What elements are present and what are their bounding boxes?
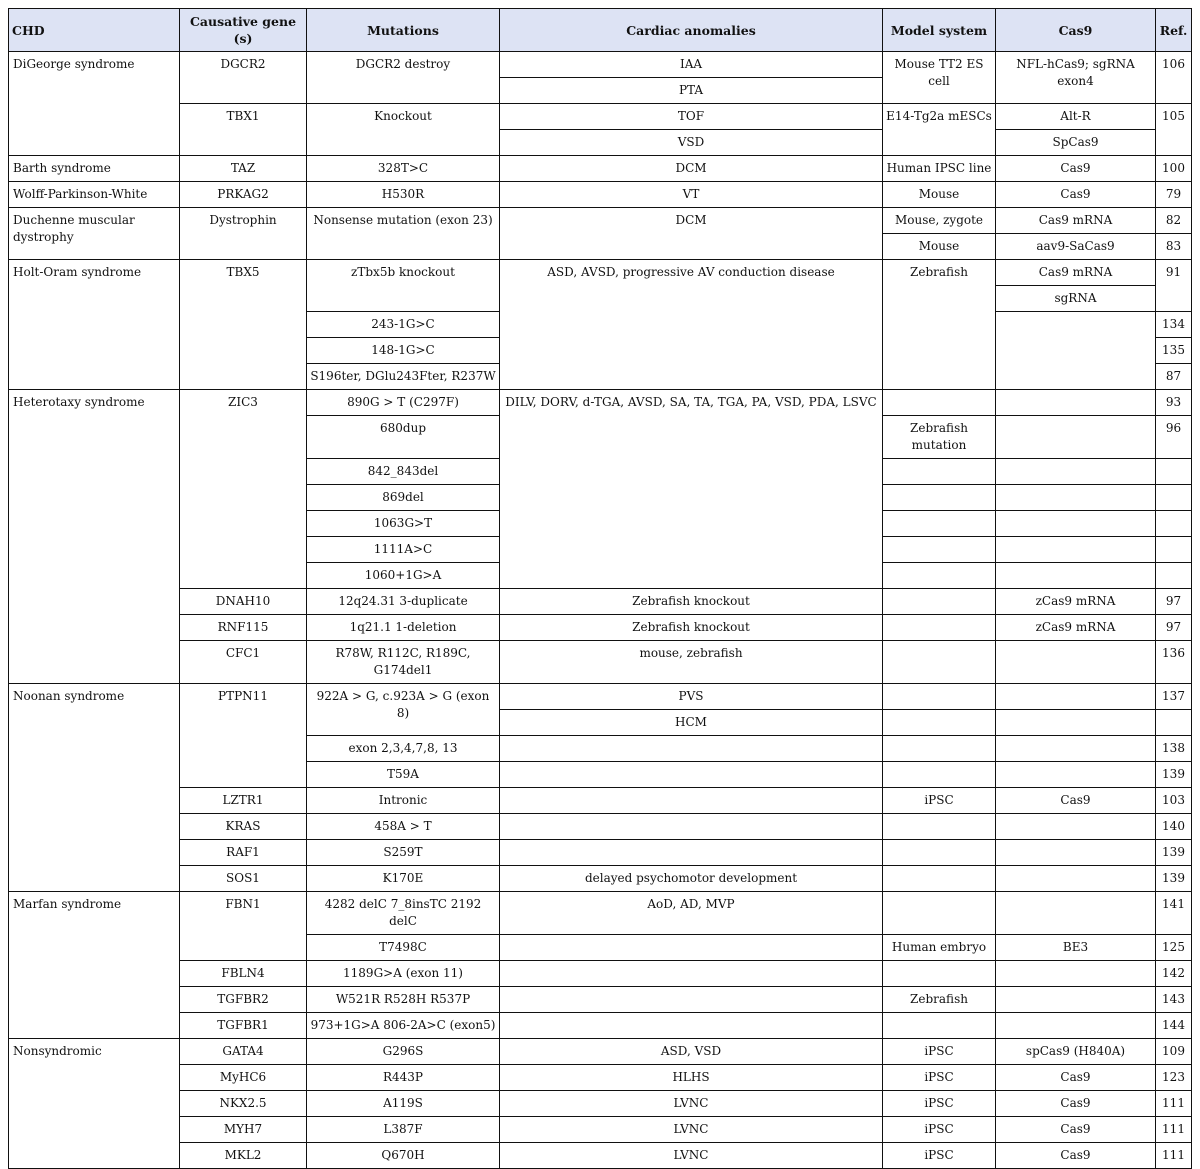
cas9-cell [996,840,1156,866]
mutation-cell: 680dup [307,416,500,459]
gene-cell: PTPN11 [180,684,307,788]
chd-cell: Wolff-Parkinson-White [9,182,180,208]
gene-cell: MyHC6 [180,1065,307,1091]
gene-cell: ZIC3 [180,390,307,589]
chd-cell: Holt-Oram syndrome [9,260,180,390]
anomaly-cell [500,987,883,1013]
table-row [9,182,1192,208]
gene-cell: KRAS [180,814,307,840]
gene-cell: DGCR2 [180,52,307,104]
mutation-cell: 922A > G, c.923A > G (exon 8) [307,684,500,736]
table-row [9,1143,1192,1169]
cas9-cell [996,1013,1156,1039]
ref-cell: 111 [1156,1143,1192,1169]
ref-cell: 142 [1156,961,1192,987]
header-causative-gene: Causative gene (s) [180,9,307,52]
chd-cell: Marfan syndrome [9,892,180,1039]
anomaly-cell: HCM [500,710,883,736]
cas9-cell: zCas9 mRNA [996,615,1156,641]
gene-cell: TGFBR2 [180,987,307,1013]
gene-cell: LZTR1 [180,788,307,814]
table-row [9,589,1192,615]
anomaly-cell: DCM [500,208,883,260]
ref-cell: 144 [1156,1013,1192,1039]
mutation-cell: 1111A>C [307,537,500,563]
model-cell: Human IPSC line [883,156,996,182]
model-cell [883,563,996,589]
model-cell [883,814,996,840]
cas9-cell: Cas9 [996,1091,1156,1117]
model-cell [883,485,996,511]
anomaly-cell: Zebrafish knockout [500,589,883,615]
mutation-cell: 243-1G>C [307,312,500,338]
gene-cell: TAZ [180,156,307,182]
table-row [9,684,1192,710]
ref-cell: 123 [1156,1065,1192,1091]
anomaly-cell: VSD [500,130,883,156]
model-cell [883,615,996,641]
model-cell: Mouse [883,182,996,208]
cas9-cell: BE3 [996,935,1156,961]
table-row [9,260,1192,286]
anomaly-cell [500,961,883,987]
anomaly-cell: LVNC [500,1091,883,1117]
cas9-cell [996,814,1156,840]
gene-cell: GATA4 [180,1039,307,1065]
mutation-cell: 973+1G>A 806-2A>C (exon5) [307,1013,500,1039]
mutation-cell: 148-1G>C [307,338,500,364]
ref-cell: 111 [1156,1117,1192,1143]
mutation-cell: 458A > T [307,814,500,840]
mutation-cell: zTbx5b knockout [307,260,500,312]
ref-cell [1156,563,1192,589]
gene-cell: MYH7 [180,1117,307,1143]
cas9-cell [996,312,1156,390]
cas9-cell [996,736,1156,762]
ref-cell: 79 [1156,182,1192,208]
gene-cell: DNAH10 [180,589,307,615]
model-cell: Mouse [883,234,996,260]
model-cell: Zebrafish [883,260,996,390]
ref-cell: 109 [1156,1039,1192,1065]
chd-cell: DiGeorge syndrome [9,52,180,156]
table-row [9,208,1192,234]
table-row [9,1091,1192,1117]
model-cell [883,589,996,615]
model-cell [883,1013,996,1039]
table-row [9,641,1192,684]
ref-cell: 105 [1156,104,1192,156]
model-cell [883,762,996,788]
anomaly-cell: PVS [500,684,883,710]
cas9-cell: Cas9 mRNA [996,208,1156,234]
ref-cell: 136 [1156,641,1192,684]
ref-cell: 82 [1156,208,1192,234]
ref-cell: 97 [1156,615,1192,641]
anomaly-cell: LVNC [500,1117,883,1143]
cas9-cell: Cas9 [996,788,1156,814]
mutation-cell: 1060+1G>A [307,563,500,589]
cas9-cell [996,537,1156,563]
anomaly-cell [500,935,883,961]
ref-cell: 111 [1156,1091,1192,1117]
cas9-cell [996,641,1156,684]
anomaly-cell [500,1013,883,1039]
mutation-cell: S259T [307,840,500,866]
ref-cell: 138 [1156,736,1192,762]
anomaly-cell: delayed psychomotor development [500,866,883,892]
anomaly-cell: TOF [500,104,883,130]
mutation-cell: Q670H [307,1143,500,1169]
gene-cell: TBX5 [180,260,307,390]
anomaly-cell: PTA [500,78,883,104]
chd-cell: Nonsyndromic [9,1039,180,1169]
model-cell: iPSC [883,1091,996,1117]
mutation-cell: 1063G>T [307,511,500,537]
anomaly-cell: DCM [500,156,883,182]
ref-cell [1156,485,1192,511]
anomaly-cell: mouse, zebrafish [500,641,883,684]
anomaly-cell: Zebrafish knockout [500,615,883,641]
gene-cell: Dystrophin [180,208,307,260]
ref-cell: 135 [1156,338,1192,364]
chd-cell: Barth syndrome [9,156,180,182]
header-ref: Ref. [1156,9,1192,52]
cas9-cell: Cas9 [996,1143,1156,1169]
model-cell [883,892,996,935]
cas9-cell: Cas9 [996,1117,1156,1143]
table-row [9,961,1192,987]
ref-cell: 134 [1156,312,1192,338]
anomaly-cell: IAA [500,52,883,78]
mutation-cell: 1189G>A (exon 11) [307,961,500,987]
mutation-cell: 869del [307,485,500,511]
anomaly-cell: HLHS [500,1065,883,1091]
mutation-cell: T59A [307,762,500,788]
chd-cell: Duchenne muscular dystrophy [9,208,180,260]
ref-cell: 139 [1156,762,1192,788]
mutation-cell: R443P [307,1065,500,1091]
ref-cell: 100 [1156,156,1192,182]
model-cell [883,641,996,684]
mutation-cell: 842_843del [307,459,500,485]
table-row [9,840,1192,866]
model-cell [883,684,996,710]
header-cardiac-anomalies: Cardiac anomalies [500,9,883,52]
ref-cell: 91 [1156,260,1192,312]
mutation-cell: G296S [307,1039,500,1065]
table-row [9,814,1192,840]
table-row [9,1039,1192,1065]
anomaly-cell: DILV, DORV, d-TGA, AVSD, SA, TA, TGA, PA, VSD, PDA, LSVC [500,390,883,589]
chd-cell: Noonan syndrome [9,684,180,892]
ref-cell: 125 [1156,935,1192,961]
cas9-cell [996,762,1156,788]
cas9-cell: zCas9 mRNA [996,589,1156,615]
model-cell [883,961,996,987]
table-row [9,892,1192,935]
model-cell: Mouse, zygote [883,208,996,234]
ref-cell: 137 [1156,684,1192,710]
anomaly-cell: VT [500,182,883,208]
table-row [9,788,1192,814]
mutation-cell: 1q21.1 1-deletion [307,615,500,641]
table-row [9,866,1192,892]
ref-cell: 96 [1156,416,1192,459]
model-cell [883,390,996,416]
model-cell [883,736,996,762]
anomaly-cell [500,814,883,840]
mutation-cell: R78W, R112C, R189C, G174del1 [307,641,500,684]
mutation-cell: L387F [307,1117,500,1143]
anomaly-cell: LVNC [500,1143,883,1169]
gene-cell: TGFBR1 [180,1013,307,1039]
cas9-cell: NFL-hCas9; sgRNA exon4 [996,52,1156,104]
gene-cell: TBX1 [180,104,307,156]
anomaly-cell [500,762,883,788]
ref-cell: 83 [1156,234,1192,260]
chd-table-container [8,8,1191,1169]
table-row [9,1013,1192,1039]
anomaly-cell: AoD, AD, MVP [500,892,883,935]
cas9-cell [996,892,1156,935]
model-cell: iPSC [883,1143,996,1169]
cas9-cell [996,710,1156,736]
model-cell [883,710,996,736]
cas9-cell [996,987,1156,1013]
gene-cell: FBN1 [180,892,307,961]
table-row [9,1065,1192,1091]
anomaly-cell [500,840,883,866]
mutation-cell: 4282 delC 7_8insTC 2192 delC [307,892,500,935]
anomaly-cell [500,788,883,814]
mutation-cell: DGCR2 destroy [307,52,500,104]
table-row [9,390,1192,416]
chd-cell: Heterotaxy syndrome [9,390,180,684]
ref-cell: 93 [1156,390,1192,416]
model-cell: Human embryo [883,935,996,961]
cas9-cell [996,459,1156,485]
gene-cell: SOS1 [180,866,307,892]
model-cell: iPSC [883,1117,996,1143]
model-cell: Zebrafish [883,987,996,1013]
header-cas9: Cas9 [996,9,1156,52]
mutation-cell: A119S [307,1091,500,1117]
ref-cell: 141 [1156,892,1192,935]
cas9-cell: spCas9 (H840A) [996,1039,1156,1065]
ref-cell: 103 [1156,788,1192,814]
cas9-cell [996,961,1156,987]
cas9-cell: SpCas9 [996,130,1156,156]
header-row [9,9,1192,52]
cas9-cell: sgRNA [996,286,1156,312]
ref-cell [1156,710,1192,736]
anomaly-cell [500,736,883,762]
ref-cell [1156,511,1192,537]
cas9-cell: aav9-SaCas9 [996,234,1156,260]
model-cell [883,866,996,892]
cas9-cell: Alt-R [996,104,1156,130]
model-cell [883,840,996,866]
ref-cell: 97 [1156,589,1192,615]
ref-cell [1156,537,1192,563]
mutation-cell: 890G > T (C297F) [307,390,500,416]
gene-cell: CFC1 [180,641,307,684]
mutation-cell: H530R [307,182,500,208]
cas9-cell [996,416,1156,459]
header-chd: CHD [9,9,180,52]
cas9-cell: Cas9 [996,182,1156,208]
anomaly-cell: ASD, VSD [500,1039,883,1065]
ref-cell: 106 [1156,52,1192,104]
mutation-cell: Knockout [307,104,500,156]
gene-cell: MKL2 [180,1143,307,1169]
table-row [9,987,1192,1013]
model-cell: iPSC [883,1039,996,1065]
table-row [9,156,1192,182]
model-cell: E14-Tg2a mESCs [883,104,996,156]
gene-cell: PRKAG2 [180,182,307,208]
header-model-system: Model system [883,9,996,52]
cas9-cell: Cas9 [996,1065,1156,1091]
ref-cell [1156,459,1192,485]
model-cell: iPSC [883,788,996,814]
ref-cell: 140 [1156,814,1192,840]
cas9-cell [996,390,1156,416]
cas9-cell [996,563,1156,589]
mutation-cell: Nonsense mutation (exon 23) [307,208,500,260]
chd-gene-editing-table [8,8,1192,1169]
cas9-cell: Cas9 mRNA [996,260,1156,286]
model-cell [883,459,996,485]
ref-cell: 139 [1156,840,1192,866]
table-row [9,1117,1192,1143]
gene-cell: FBLN4 [180,961,307,987]
model-cell: Mouse TT2 ES cell [883,52,996,104]
mutation-cell: exon 2,3,4,7,8, 13 [307,736,500,762]
mutation-cell: S196ter, DGlu243Fter, R237W [307,364,500,390]
ref-cell: 87 [1156,364,1192,390]
ref-cell: 143 [1156,987,1192,1013]
model-cell [883,511,996,537]
gene-cell: RAF1 [180,840,307,866]
model-cell [883,537,996,563]
anomaly-cell: ASD, AVSD, progressive AV conduction disease [500,260,883,390]
mutation-cell: W521R R528H R537P [307,987,500,1013]
model-cell: iPSC [883,1065,996,1091]
gene-cell: RNF115 [180,615,307,641]
cas9-cell [996,684,1156,710]
ref-cell: 139 [1156,866,1192,892]
mutation-cell: 12q24.31 3-duplicate [307,589,500,615]
model-cell: Zebrafish mutation [883,416,996,459]
table-row [9,104,1192,130]
cas9-cell: Cas9 [996,156,1156,182]
table-row [9,615,1192,641]
mutation-cell: Intronic [307,788,500,814]
mutation-cell: 328T>C [307,156,500,182]
table-row [9,52,1192,78]
mutation-cell: T7498C [307,935,500,961]
cas9-cell [996,866,1156,892]
cas9-cell [996,485,1156,511]
gene-cell: NKX2.5 [180,1091,307,1117]
header-mutations: Mutations [307,9,500,52]
cas9-cell [996,511,1156,537]
mutation-cell: K170E [307,866,500,892]
